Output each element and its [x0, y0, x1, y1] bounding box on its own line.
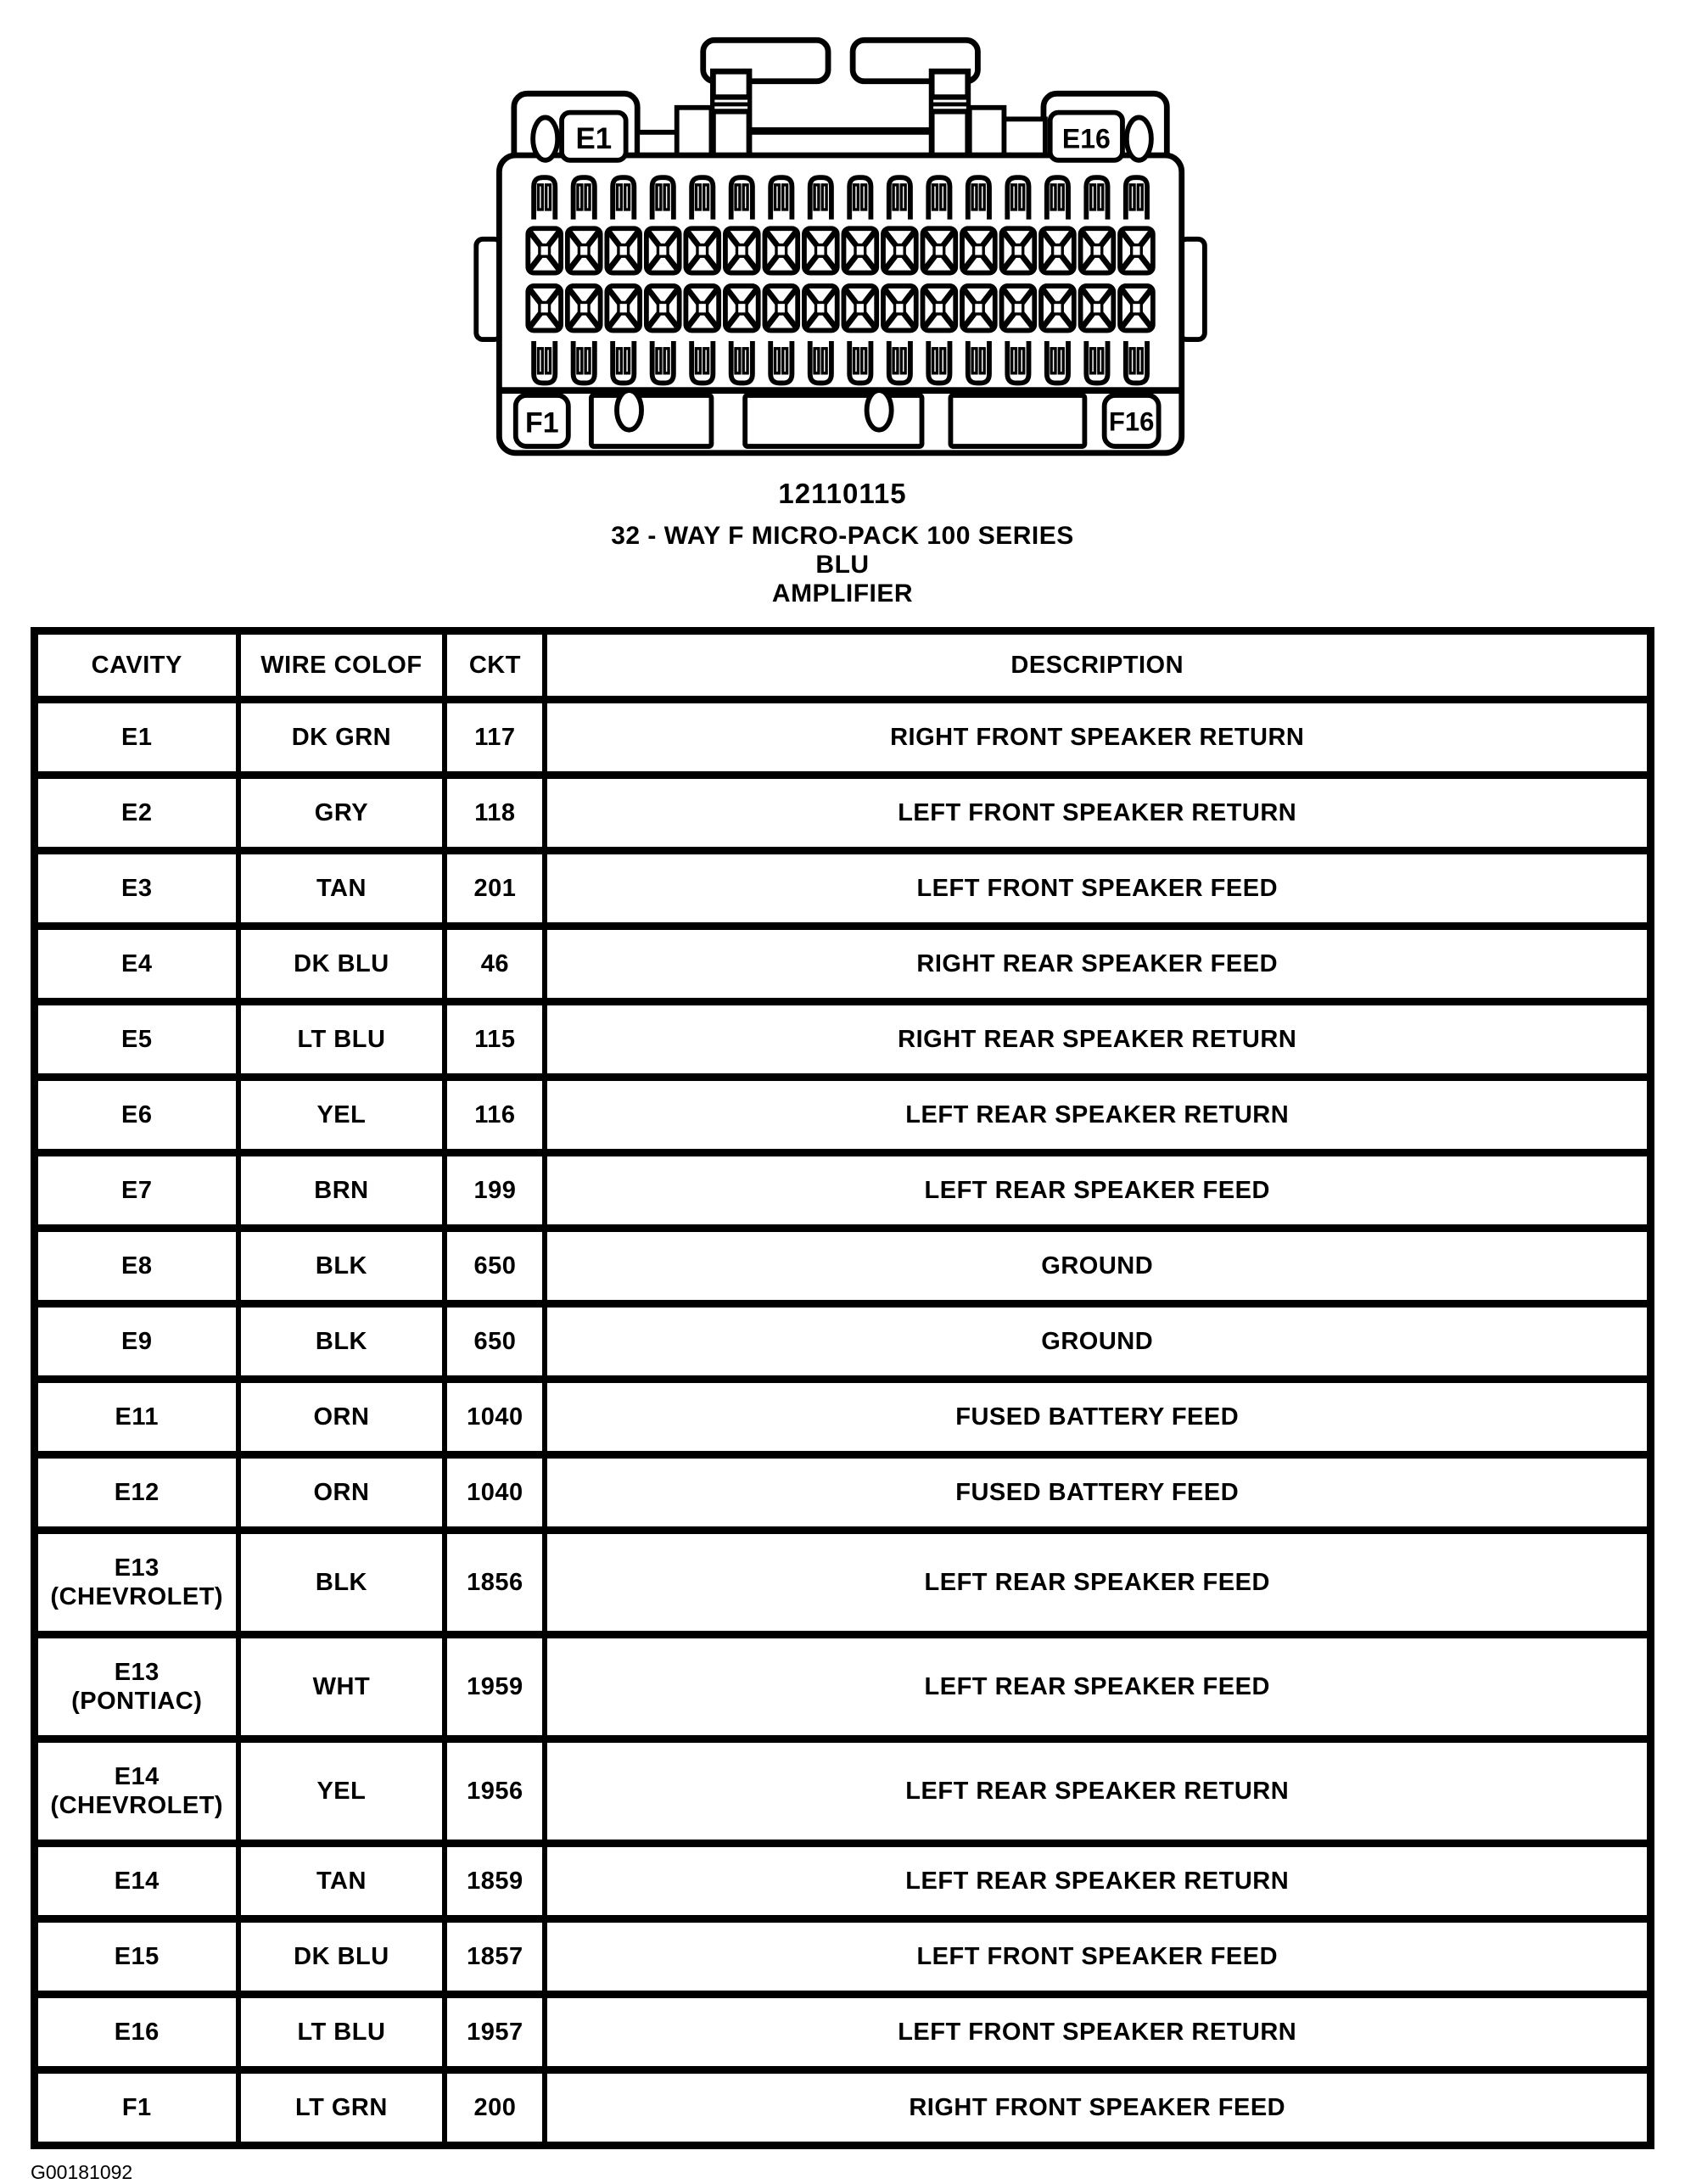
terminal — [528, 228, 561, 272]
wire-color-cell: TAN — [238, 1844, 445, 1919]
description-cell: LEFT REAR SPEAKER FEED — [545, 1531, 1650, 1635]
wire-color-cell: GRY — [238, 776, 445, 851]
terminal — [889, 177, 910, 219]
terminal — [922, 228, 955, 272]
cavity-label: E7 — [121, 1177, 153, 1204]
wire-color-cell: LT BLU — [238, 1995, 445, 2070]
cavity-cell — [35, 1995, 238, 2070]
wire-color-cell: BLK — [238, 1531, 445, 1635]
cavity-label: E15 — [114, 1943, 160, 1970]
cavity-cell — [35, 1531, 238, 1635]
ckt-cell: 46 — [445, 927, 545, 1002]
cavity-cell — [35, 1380, 238, 1455]
wire-color-cell: BLK — [238, 1229, 445, 1304]
table-row — [35, 1844, 1651, 1919]
cavity-note: (PONTIAC) — [71, 1688, 203, 1715]
bottom-slot-2 — [745, 395, 921, 446]
table-row — [35, 1304, 1651, 1380]
ckt-cell: 1956 — [445, 1739, 545, 1844]
wire-color-cell: DK BLU — [238, 1919, 445, 1995]
table-row — [35, 1919, 1651, 1995]
wire-color-cell: TAN — [238, 851, 445, 927]
cavity-label: F1 — [121, 2094, 152, 2121]
keyway-right — [867, 390, 892, 430]
wire-color-cell: DK BLU — [238, 927, 445, 1002]
cavity-label: E5 — [121, 1026, 153, 1053]
header-ckt: CKT — [445, 631, 545, 700]
terminal — [613, 177, 634, 219]
terminal — [928, 177, 949, 219]
terminal — [889, 341, 910, 383]
ckt-cell: 1856 — [445, 1531, 545, 1635]
table-row — [35, 1229, 1651, 1304]
terminal — [528, 286, 561, 330]
ckt-cell: 1040 — [445, 1380, 545, 1455]
terminal — [1007, 341, 1028, 383]
wire-color-cell: LT GRN — [238, 2070, 445, 2146]
cavity-cell — [35, 1002, 238, 1078]
header-description: DESCRIPTION — [545, 631, 1650, 700]
wire-color-cell: YEL — [238, 1739, 445, 1844]
wire-color-cell: DK GRN — [238, 700, 445, 776]
table-row — [35, 1531, 1651, 1635]
wire-color-cell: LT BLU — [238, 1002, 445, 1078]
description-cell: RIGHT FRONT SPEAKER FEED — [545, 2070, 1650, 2146]
title-line-3: AMPLIFIER — [771, 580, 914, 608]
cavity-label: E14 — [114, 1868, 160, 1895]
table-row — [35, 1380, 1651, 1455]
pinout-table — [31, 627, 1654, 2149]
ckt-cell: 118 — [445, 776, 545, 851]
cavity-label: E4 — [121, 950, 153, 977]
connector-diagram — [0, 0, 1685, 608]
terminal — [731, 341, 753, 383]
terminal — [804, 286, 837, 330]
connector-title — [0, 522, 1685, 608]
terminal — [770, 341, 792, 383]
table-row — [35, 1995, 1651, 2070]
description-cell: LEFT REAR SPEAKER RETURN — [545, 1739, 1650, 1844]
terminal — [843, 228, 876, 272]
table-row — [35, 700, 1651, 776]
table-row — [35, 1635, 1651, 1739]
terminal — [810, 177, 831, 219]
header-wire-color: WIRE COLOF — [238, 631, 445, 700]
cavity-label: E6 — [121, 1101, 153, 1128]
terminal — [647, 286, 680, 330]
ckt-cell: 199 — [445, 1153, 545, 1229]
terminal — [691, 177, 713, 219]
description-cell: RIGHT REAR SPEAKER FEED — [545, 927, 1650, 1002]
terminal — [1120, 228, 1153, 272]
terminal — [962, 286, 995, 330]
figure-id: G00181092 — [31, 2161, 133, 2183]
description-cell: LEFT REAR SPEAKER FEED — [545, 1153, 1650, 1229]
description-cell: LEFT FRONT SPEAKER FEED — [545, 1919, 1650, 1995]
terminal — [1081, 286, 1114, 330]
terminal — [804, 228, 837, 272]
wire-color-cell: BLK — [238, 1304, 445, 1380]
keyway-left — [617, 390, 641, 430]
terminal — [1081, 228, 1114, 272]
terminal — [883, 228, 916, 272]
ckt-cell: 116 — [445, 1078, 545, 1153]
description-cell: FUSED BATTERY FEED — [545, 1380, 1650, 1455]
cavity-label: E12 — [114, 1479, 160, 1506]
bottom-slot-1 — [591, 395, 711, 446]
pin-label-f16: F16 — [1108, 406, 1155, 437]
cavity-cell — [35, 1919, 238, 1995]
description-cell: LEFT REAR SPEAKER RETURN — [545, 1078, 1650, 1153]
description-cell: RIGHT REAR SPEAKER RETURN — [545, 1002, 1650, 1078]
cavity-cell — [35, 1844, 238, 1919]
table-row — [35, 927, 1651, 1002]
connector-latch — [677, 40, 1005, 159]
terminal — [1120, 286, 1153, 330]
table-row — [35, 1078, 1651, 1153]
ckt-cell: 1957 — [445, 1995, 545, 2070]
cavity-cell — [35, 1229, 238, 1304]
terminal — [968, 341, 989, 383]
description-cell: LEFT FRONT SPEAKER RETURN — [545, 1995, 1650, 2070]
table-row — [35, 1002, 1651, 1078]
terminal — [770, 177, 792, 219]
cavity-cell — [35, 1153, 238, 1229]
ckt-cell: 1857 — [445, 1919, 545, 1995]
terminal — [568, 286, 601, 330]
cavity-cell — [35, 1635, 238, 1739]
cavity-cell — [35, 1739, 238, 1844]
terminal — [1126, 177, 1147, 219]
terminal — [534, 177, 555, 219]
terminal — [922, 286, 955, 330]
cavity-label: E16 — [114, 2019, 160, 2046]
terminal — [1086, 341, 1107, 383]
cavity-cell — [35, 1455, 238, 1531]
cavity-cell — [35, 1078, 238, 1153]
cavity-label: E13 — [114, 1659, 160, 1686]
bottom-slot-3 — [950, 395, 1084, 446]
cavity-cell — [35, 851, 238, 927]
table-row — [35, 1455, 1651, 1531]
terminal — [574, 341, 595, 383]
terminal — [568, 228, 601, 272]
cavity-label: E14 — [114, 1763, 160, 1790]
cavity-label: E8 — [121, 1252, 153, 1280]
connector-drawing — [469, 22, 1216, 474]
terminal — [725, 228, 759, 272]
terminal — [607, 228, 640, 272]
ckt-cell: 115 — [445, 1002, 545, 1078]
terminal — [686, 286, 719, 330]
cavity-cell — [35, 927, 238, 1002]
tab-right-hole — [1127, 117, 1151, 160]
description-cell: LEFT FRONT SPEAKER FEED — [545, 851, 1650, 927]
tab-left-hole — [533, 117, 557, 160]
terminal — [1086, 177, 1107, 219]
header-cavity: CAVITY — [35, 631, 238, 700]
description-cell: GROUND — [545, 1304, 1650, 1380]
ckt-cell: 117 — [445, 700, 545, 776]
terminal — [1047, 177, 1068, 219]
part-number: 12110115 — [778, 478, 907, 509]
terminal — [843, 286, 876, 330]
description-cell: RIGHT FRONT SPEAKER RETURN — [545, 700, 1650, 776]
table-header-row — [35, 631, 1651, 700]
terminal — [652, 341, 674, 383]
title-line-1: 32 - WAY F MICRO-PACK 100 SERIES — [611, 522, 1074, 550]
ckt-cell: 1959 — [445, 1635, 545, 1739]
title-line-2: BLU — [815, 551, 870, 579]
terminal — [574, 177, 595, 219]
pin-label-f1: F1 — [525, 406, 559, 440]
terminal — [534, 341, 555, 383]
cavity-note: (CHEVROLET) — [50, 1583, 224, 1610]
description-cell: GROUND — [545, 1229, 1650, 1304]
table-row — [35, 851, 1651, 927]
terminal — [928, 341, 949, 383]
terminal — [1041, 228, 1074, 272]
terminal — [686, 228, 719, 272]
cavity-cell — [35, 1304, 238, 1380]
terminal — [647, 228, 680, 272]
terminal — [1041, 286, 1074, 330]
terminal — [968, 177, 989, 219]
terminal — [607, 286, 640, 330]
terminal — [1002, 228, 1035, 272]
terminal — [849, 341, 870, 383]
description-cell: FUSED BATTERY FEED — [545, 1455, 1650, 1531]
description-cell: LEFT FRONT SPEAKER RETURN — [545, 776, 1650, 851]
cavity-note: (CHEVROLET) — [50, 1792, 224, 1819]
table-row — [35, 1153, 1651, 1229]
table-row — [35, 2070, 1651, 2146]
ckt-cell: 650 — [445, 1229, 545, 1304]
cavity-label: E11 — [115, 1403, 159, 1431]
terminal — [691, 341, 713, 383]
ckt-cell: 201 — [445, 851, 545, 927]
body-divider — [501, 387, 1179, 394]
terminal — [725, 286, 759, 330]
terminal — [1007, 177, 1028, 219]
terminal — [810, 341, 831, 383]
ckt-cell: 1040 — [445, 1455, 545, 1531]
terminal — [1002, 286, 1035, 330]
terminal — [764, 286, 798, 330]
terminal — [1047, 341, 1068, 383]
terminal — [731, 177, 753, 219]
cavity-cell — [35, 776, 238, 851]
description-cell: LEFT REAR SPEAKER FEED — [545, 1635, 1650, 1739]
pin-label-e1: E1 — [575, 122, 613, 156]
terminal — [883, 286, 916, 330]
terminal — [1126, 341, 1147, 383]
pin-label-e16: E16 — [1061, 123, 1111, 154]
cavity-label: E3 — [121, 875, 153, 902]
terminal — [764, 228, 798, 272]
cavity-cell — [35, 700, 238, 776]
terminal — [849, 177, 870, 219]
cavity-label: E9 — [121, 1328, 153, 1355]
wire-color-cell: ORN — [238, 1455, 445, 1531]
terminal — [652, 177, 674, 219]
table-row — [35, 1739, 1651, 1844]
description-cell: LEFT REAR SPEAKER RETURN — [545, 1844, 1650, 1919]
ckt-cell: 200 — [445, 2070, 545, 2146]
terminal — [613, 341, 634, 383]
cavity-label: E2 — [121, 799, 153, 826]
ckt-cell: 1859 — [445, 1844, 545, 1919]
terminal — [962, 228, 995, 272]
cavity-label: E13 — [114, 1554, 160, 1582]
ckt-cell: 650 — [445, 1304, 545, 1380]
cavity-cell — [35, 2070, 238, 2146]
wire-color-cell: YEL — [238, 1078, 445, 1153]
table-row — [35, 776, 1651, 851]
wire-color-cell: ORN — [238, 1380, 445, 1455]
wire-color-cell: BRN — [238, 1153, 445, 1229]
wire-color-cell: WHT — [238, 1635, 445, 1739]
cavity-label: E1 — [121, 724, 153, 751]
